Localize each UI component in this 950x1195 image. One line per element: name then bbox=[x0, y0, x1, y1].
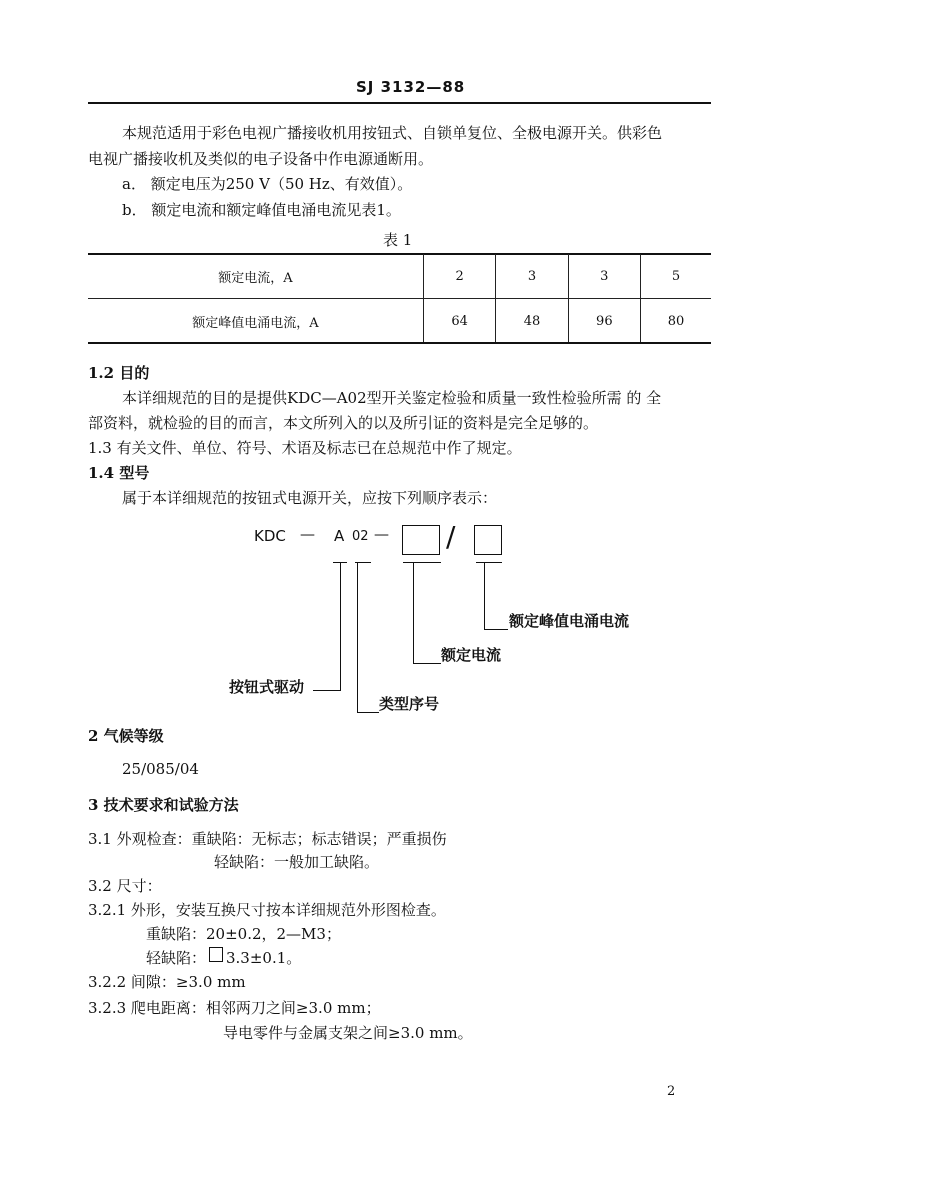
table-cell: 3 bbox=[496, 254, 568, 299]
table-1 bbox=[88, 254, 711, 343]
intro-item-b: b． 额定电流和额定峰值电涌电流见表1。 bbox=[122, 201, 401, 219]
table-cell: 80 bbox=[640, 299, 711, 344]
table-cell: 64 bbox=[424, 299, 496, 344]
code-a: A bbox=[334, 527, 345, 545]
leader-line bbox=[403, 562, 441, 563]
code-dash-2: — bbox=[374, 525, 389, 543]
document-code: SJ 3132—88 bbox=[356, 78, 466, 96]
section-2-heading: 2 气候等级 bbox=[88, 727, 164, 745]
section-3-2-3-line-2: 导电零件与金属支架之间≥3.0 mm。 bbox=[223, 1024, 473, 1042]
leader-line bbox=[484, 629, 508, 630]
leader-line bbox=[357, 563, 358, 713]
leader-line bbox=[357, 712, 379, 713]
label-surge-current: 额定峰值电涌电流 bbox=[509, 612, 630, 630]
label-button-drive: 按钮式驱动 bbox=[229, 678, 305, 696]
table-cell: 96 bbox=[568, 299, 640, 344]
section-1-2-line-1: 本详细规范的目的是提供KDC—A02型开关鉴定检验和质量一致性检验所需 的 全 bbox=[122, 389, 662, 407]
section-3-2-3-line-1: 3.2.3 爬电距离：相邻两刀之间≥3.0 mm； bbox=[88, 999, 381, 1017]
intro-line-2: 电视广播接收机及类似的电子设备中作电源通断用。 bbox=[88, 150, 434, 168]
table-row-label: 额定电流，A bbox=[218, 270, 293, 286]
section-1-4-heading: 1.4 型号 bbox=[88, 464, 150, 482]
intro-item-a: a． 额定电压为250 V（50 Hz、有效值）。 bbox=[122, 175, 413, 193]
table-cell: 3 bbox=[568, 254, 640, 299]
leader-line bbox=[476, 562, 502, 563]
table-row bbox=[88, 299, 711, 344]
section-1-2-line-2: 部资料，就检验的目的而言，本文所列入的以及所引证的资料是完全足够的。 bbox=[88, 414, 599, 432]
section-1-4-line-1: 属于本详细规范的按钮式电源开关，应按下列顺序表示： bbox=[122, 489, 498, 507]
section-3-2-1-minor-label: 轻缺陷： bbox=[146, 949, 207, 967]
section-3-1-line-1: 3.1 外观检查：重缺陷：无标志；标志错误；严重损伤 bbox=[88, 830, 447, 848]
table-cell: 2 bbox=[424, 254, 496, 299]
header-rule bbox=[88, 102, 711, 104]
section-3-2-2: 3.2.2 间隙：≥3.0 mm bbox=[88, 973, 246, 991]
code-kdc: KDC bbox=[254, 527, 286, 545]
section-3-2: 3.2 尺寸： bbox=[88, 877, 162, 895]
section-3-heading: 3 技术要求和试验方法 bbox=[88, 796, 239, 814]
table-cell: 5 bbox=[640, 254, 711, 299]
section-1-2-heading: 1.2 目的 bbox=[88, 364, 150, 382]
leader-line bbox=[413, 563, 414, 664]
table-row bbox=[88, 254, 711, 299]
intro-line-1: 本规范适用于彩色电视广播接收机用按钮式、自锁单复位、全极电源开关。供彩色 bbox=[122, 124, 663, 142]
code-02: 02 bbox=[352, 529, 369, 544]
code-dash-1: — bbox=[300, 525, 315, 543]
leader-line bbox=[340, 563, 341, 691]
section-3-2-1: 3.2.1 外形，安装互换尺寸按本详细规范外形图检查。 bbox=[88, 901, 446, 919]
current-code-box bbox=[402, 525, 440, 555]
page-number: 2 bbox=[667, 1084, 676, 1099]
leader-line bbox=[313, 690, 341, 691]
section-3-2-1-minor-value: 3.3±0.1。 bbox=[226, 949, 302, 967]
square-symbol-icon bbox=[209, 947, 223, 962]
leader-line bbox=[413, 663, 441, 664]
table-cell: 48 bbox=[496, 299, 568, 344]
table-bottom-rule bbox=[88, 342, 711, 344]
leader-line bbox=[484, 563, 485, 630]
section-3-1-line-2: 轻缺陷：一般加工缺陷。 bbox=[214, 853, 380, 871]
table-row-label: 额定峰值电涌电流，A bbox=[88, 299, 424, 344]
table-caption: 表 1 bbox=[383, 231, 413, 249]
section-1-3: 1.3 有关文件、单位、符号、术语及标志已在总规范中作了规定。 bbox=[88, 439, 522, 457]
label-rated-current: 额定电流 bbox=[441, 646, 502, 664]
label-type-number: 类型序号 bbox=[379, 695, 440, 713]
section-2-value: 25/085/04 bbox=[122, 760, 199, 778]
section-3-2-1-major: 重缺陷：20±0.2，2—M3； bbox=[146, 925, 341, 943]
code-slash: / bbox=[446, 520, 456, 553]
surge-code-box bbox=[474, 525, 502, 555]
